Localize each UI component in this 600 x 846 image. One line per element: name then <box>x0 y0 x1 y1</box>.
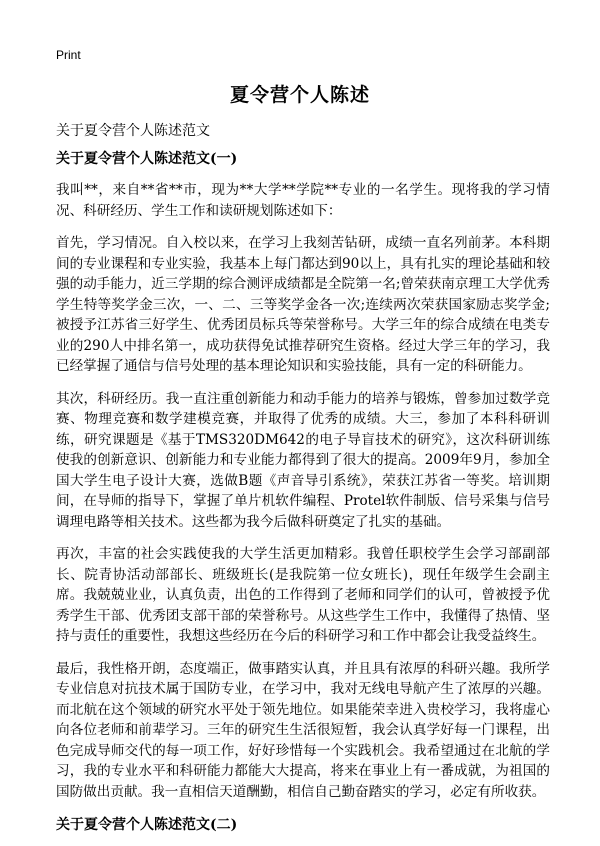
paragraph-5: 最后，我性格开朗，态度端正，做事踏实认真，并且具有浓厚的科研兴趣。我所学专业信息对抗技术属于国防专业，在学习中，我对无线电导航产生了浓厚的兴趣。而北航在这个领域的研究水平处于领先地位。如果能荣幸进入贵校学习，我将虚心向各位老师和前辈学习。三年的研究生生活很短暂，我会认真学好每一门课程，出色完成导师交代的每一项工作，好好珍惜每一个实践机会。我希望通过在北航的学习，我的专业水平和科研能力都能大大提高，将来在事业上有一番成就，为祖国的国防做出贡献。我一直相信天道酬勤，相信自己勤奋踏实的学习，必定有所收获。 <box>56 660 550 800</box>
document-body <box>56 148 550 846</box>
section-heading-2: 关于夏令营个人陈述范文(二) <box>56 817 238 833</box>
section-heading-1: 关于夏令营个人陈述范文(一) <box>56 151 238 167</box>
paragraph-3: 其次，科研经历。我一直注重创新能力和动手能力的培养与锻炼，曾参加过数学竞赛、物理竞赛和数学建模竞赛，并取得了优秀的成绩。大三，参加了本科科研训练，研究课题是《基于TMS320DM642的电子导盲技术的研究》，这次科研训练使我的创新意识、创新能力和专业能力都得到了很大的提高。2009年9月，参加全国大学生电子设计大赛，选做B题《声音导引系统》，荣获江苏省一等奖。培训期间，在导师的指导下，掌握了单片机软件编程、Protel软件制版、信号采集与信号调理电路等相关技术。这些都为我今后做科研奠定了扎实的基础。 <box>56 390 550 530</box>
paragraph-4: 再次，丰富的社会实践使我的大学生活更加精彩。我曾任职校学生会学习部副部长、院青协活动部部长、班级班长(是我院第一位女班长)，现任年级学生会副主席。我兢兢业业，认真负责，出色的工作得到了老师和同学们的认可，曾被授予优秀学生干部、优秀团支部干部的荣誉称号。从这些学生工作中，我懂得了热情、坚持与责任的重要性，我想这些经历在今后的科研学习和工作中都会让我受益终生。 <box>56 546 550 644</box>
print-link[interactable]: Print <box>56 48 81 62</box>
document-title: 夏令营个人陈述 <box>229 84 370 106</box>
paragraph-2: 首先，学习情况。自入校以来，在学习上我刻苦钻研，成绩一直名列前茅。本科期间的专业课程和专业实验，我基本上每门都达到90以上，具有扎实的理论基础和较强的动手能力，近三学期的综合测评成绩都是全院第一名;曾荣获南京理工大学优秀学生特等奖学金三次，一、二、三等奖学金各一次;连续两次荣获国家励志奖学金;被授予江苏省三好学生、优秀团员标兵等荣誉称号。大学三年的综合成绩在电类专业的290人中排名第一，成功获得免试推荐研究生资格。经过大学三年的学习，我已经掌握了通信与信号处理的基本理论知识和实验技能，具有一定的科研能力。 <box>56 235 550 374</box>
document-intro: 关于夏令营个人陈述范文 <box>56 123 210 139</box>
paragraph-1: 我叫**，来自**省**市，现为**大学**学院**专业的一名学生。现将我的学习情况、科研经历、学生工作和读研规划陈述如下： <box>56 182 550 219</box>
